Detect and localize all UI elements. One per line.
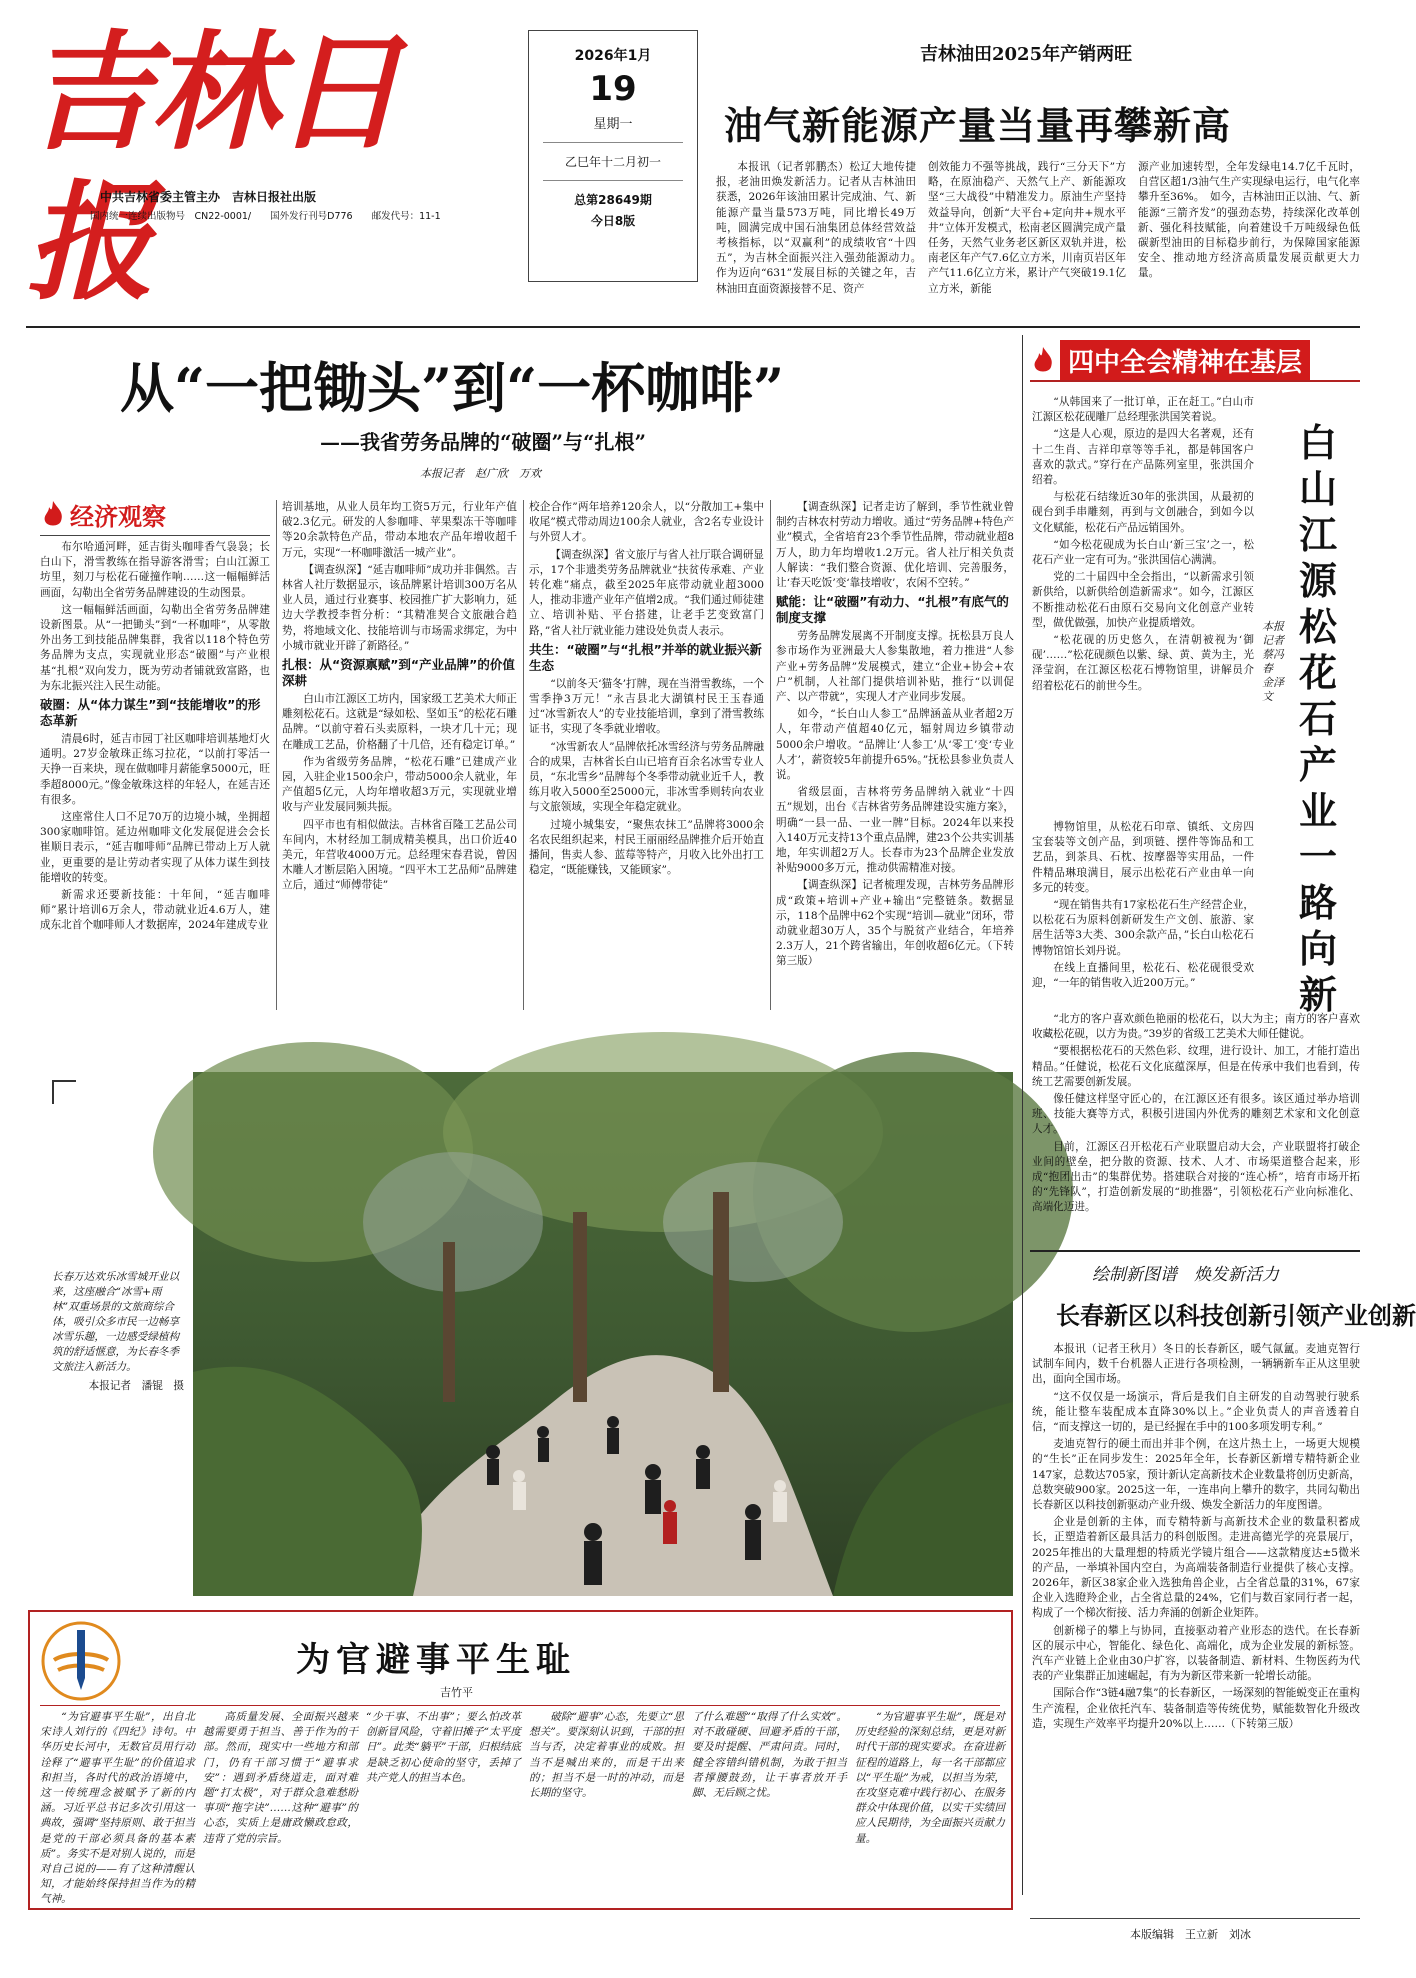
tech-p5: 创新梯子的攀上与协同，直接驱动着产业形态的迭代。在长春新区的展示中心，智能化、绿色化、高端化，成为企业发展的新标签。汽车产业链上企业由30户扩容，以装备制造、新材料、生物医药为代表的产业集群正加速崛起，有为为新区带来新一轮增长动能。: [1032, 1624, 1360, 1683]
column-p7: 博物馆里，从松花石印章、镇纸、文房四宝套装等文创产品，到项链、摆件等饰品和工艺品，到茶具、石枕、按摩器等实用品，一件件精品琳琅满目，展示出松花石产业由单一向多元的转变。: [1032, 821, 1254, 894]
tech-p2: “这不仅仅是一场演示，背后是我们自主研发的自动驾驶行驶系统，能让整车装配成本直降30%以上。”企业负责人的声音透着自信，“而支撑这一切的，是已经握在手中的100多项发明专利。”: [1032, 1390, 1360, 1434]
column-p9: 在线上直播间里，松花石、松花砚很受欢迎，“一年的销售收入近200万元。”: [1032, 961, 1254, 990]
column-p6: “松花砚的历史悠久，在清朝被视为‘御砚’……”松花砚颜色以紫、绿、黄、黄为主，光泽莹润，在江源区松花石博物馆里，讲解员介绍着松花石的前世今生。: [1032, 634, 1254, 692]
main-c2-p2: 【调查纵深】“延吉咖啡师”成功并非偶然。吉林省人社厅数据显示，该品牌累计培训300万名从业人员，通过行业赛事、校园推广扩大影响力，延边大学教授李哲分析：“其精准契合文旅融合趋势，将地域文化、技能培训与市场需求绑定，为中小城市就业开辟了新路径。”: [282, 563, 517, 652]
pen-logo-icon: [40, 1620, 122, 1702]
main-c3-p4: “冰雪新农人”品牌依托冰雪经济与劳务品牌融合的成果，吉林省长白山已培育百余名冰雪专业人员，“东北雪乡”品牌每个冬季带动就业近千人，教练月收入5000至25000元，非冰雪季则转向农业与文旅领域，实现全年稳定就业。: [529, 740, 764, 814]
main-subhead-4: 赋能：让“破圈”有动力、“扎根”有底气的制度支撑: [776, 594, 1009, 626]
column-body-bottom: [1032, 1012, 1360, 1247]
tech-p1: 本报讯（记者王秋月）冬日的长春新区，暖气氤氲。麦迪克智行试制车间内，数千台机器人正进行各项检测，一辆辆新车正从这里驶出，面向全国市场。: [1032, 1343, 1360, 1386]
commentary-c4: 破除“避事”心态，先要立“思想关”。要深刻认识到，干部的担当与否，决定着事业的成败。担当不是喊出来的，而是干出来的；担当不是一时的冲动，而是长期的坚守。: [529, 1711, 684, 1800]
main-subhead: ——我省劳务品牌的“破圈”与“扎根”: [320, 430, 647, 454]
column-p8: “现在销售共有17家松花石生产经营企业，以松花石为原料创新研发生产文创、旅游、家居生活等3大类、300余款产品，”长白山松花石博物馆馆长刘丹说。: [1032, 899, 1254, 957]
main-p5: 新需求还要新技能：十年间，“延吉咖啡师”累计培训6万余人，带动就业近4.6万人，建成东北首个咖啡师人才数据库，2024年建成专业: [40, 889, 270, 932]
date-day: 19: [589, 69, 637, 109]
main-c4-p2: 劳务品牌发展离不开制度支撑。抚松县万良人参市场作为亚洲最大人参集散地，着力推进“人参产业+劳务品牌”发展模式，建立“企业+协会+农户”机制，人社部门提供培训补贴，推行“以训促产、以产带就”，实现人才产业同步发展。: [776, 630, 1014, 704]
flame-icon: [1030, 346, 1056, 376]
main-c3-p5: 过境小城集安，“聚焦农抹工”品牌将3000余名农民组织起来，村民王丽丽经品牌推介后开始直播间，售卖人参、蓝莓等特产，月收入比外出打工稳定，“既能赚钱，又能顾家”。: [529, 818, 764, 877]
section-tag-label: 经济观察: [70, 503, 166, 531]
main-c4-p1: 【调查纵深】记者走访了解到，季节性就业曾制约吉林农村劳动力增收。通过“劳务品牌+特色产业”模式，全省培育23个季节性品牌，带动就业超8万人，助力年均增收1.2万元。省人社厅相关负责人解读：“我们整合资源、优化培训、完善服务，让‘春天吃饭’变‘靠技增收’，农闲不空转。”: [776, 501, 1014, 590]
top-story-col1: 本报讯（记者郭鹏杰）松辽大地传捷报，老油田焕发新活力。记者从吉林油田获悉，2026年该油田累计完成油、气、新能源产量当量573万吨，同比增长49万吨，圆满完成中国石油集团总体经营效益考核指标，以“双赢利”的成绩收官“十四五”，为吉林全面振兴注入强劲能源动力。 作为迈向“631”发展目标的关键之年，吉林油田直面资源接替不足、资产: [716, 161, 927, 295]
commentary-author: 吉竹平: [440, 1686, 473, 1699]
commentary-logo: [40, 1620, 122, 1706]
column-title: 白山江源松花石产业一路向新: [1298, 420, 1337, 1017]
commentary-c3: “少干事、不出事”；要么怕改革创新冒风险，守着旧摊子“太平度日”。此类“躺平”干部，归根结底是缺乏初心使命的坚守，丢掉了共产党人的担当本色。: [366, 1711, 521, 1784]
main-col-2: [282, 500, 517, 1010]
date-box: [528, 30, 698, 282]
top-story-col3: 源产业加速转型，全年发绿电14.7亿千瓦时，自营区超1/3油气生产实现绿电运行，电气化率攀升至36%。 如今，吉林油田正以油、气、新能源“三箭齐发”的强劲态势，持续深化改革创新、强化科技赋能，向着建设千万吨级绿色低碳新型油田的目标稳步前行，为保障国家能源安全、推动地方经济高质量发展贡献更大力量。: [1138, 161, 1360, 280]
column-p10: “北方的客户喜欢颜色艳丽的松花石，以大为主；南方的客户喜欢收藏松花砚，以方为贵。”39岁的省级工艺美术大师任健说。: [1032, 1013, 1360, 1041]
commentary-title: 为官避事平生耻: [296, 1640, 576, 1680]
column-body-mid: [1032, 820, 1254, 1010]
photo-caption-block: [52, 1270, 184, 1400]
tech-body: [1032, 1342, 1360, 1882]
news-photo: [193, 1072, 1013, 1596]
main-subhead-3: 共生：“破圈”与“扎根”并举的就业振兴新生态: [529, 641, 762, 673]
main-col-4: [776, 500, 1014, 1010]
tech-kicker: 绘制新图谱 焕发新活力: [1092, 1265, 1279, 1285]
main-c2-p4: 作为省级劳务品牌，“松花石雕”已建成产业园，入驻企业1500余户，带动5000余人就业，年产值超5亿元，人均年增收超3万元，实现就业增收与产业发展同频共振。: [282, 755, 517, 814]
page-count: 今日8版: [590, 214, 636, 228]
tech-headline: 长春新区以科技创新引领产业创新: [1056, 1301, 1416, 1330]
issue-number: 总第28649期: [574, 193, 652, 207]
weekday: 星期一: [593, 117, 633, 132]
top-story-kicker: 吉林油田2025年产销两旺: [920, 44, 1133, 65]
lunar-date: 乙巳年十二月初一: [564, 155, 661, 169]
commentary-c1: “为官避事平生耻”，出自北宋诗人刘行的《四纪》诗句。中华历史长河中，无数官员用行动诠释了“避事平生耻”的价值追求和担当，各时代的政治语境中，这一传统理念被赋予了新的内涵。习近平总书记多次引用这一典故，强调“坚持原则、敢于担当是党的干部必须具备的基本素质”。务实不是对别人说的，而是对自己说的——有了这种清醒认知，才能始终保持担当作为的精气神。: [40, 1711, 195, 1906]
tech-p4: 企业是创新的主体，而专精特新与高新技术企业的数量积蓄成长，正塑造着新区最具活力的科创版图。走进高德光学的亮景展厅，2025年推出的大量理想的特质光学镜片组合——这款精度达±5微米的产品，一举填补国内空白，为高端装备制造行业提供了核心支撑。2026年，新区38家企业入选独角兽企业，占全省总量的31%，67家企业入选瞪羚企业，占全省总量的24%，它们与数百家同行者一起，构成了一个梯次衔接、活力奔涌的创新企业矩阵。: [1032, 1516, 1360, 1620]
column-byline: 本报记者 蔡冯春 金泽文: [1262, 620, 1295, 703]
main-p4: 这座常住人口不足70万的边境小城，坐拥超300家咖啡馆。延边州咖啡文化发展促进会会长崔顺日表示，“延吉咖啡师”品牌已带动上万人就业，更重要的是让劳动者实现了从体力谋生到技能增收的转变。: [40, 811, 270, 884]
date-year-month: 2026年1月: [574, 48, 652, 64]
column-p4: “如今松花砚成为长白山‘新三宝’之一，松花石产业一定有可为。”张洪国信心满满。: [1032, 538, 1254, 567]
column-p12: 像任健这样坚守匠心的，在江源区还有很多。该区通过举办培训班、技能大赛等方式，积极引进国内外优秀的雕刻艺术家和文化创意人才。: [1032, 1093, 1360, 1136]
column-p13: 目前，江源区召开松花石产业联盟启动大会，产业联盟将打破企业间的壁垒，把分散的资源、技术、人才、市场渠道整合起来，形成“抱团出击”的集群优势。搭建联合对接的“连心桥”，培育市场开拓的“先锋队”，打造创新发展的“助推器”，引领松花石产业向标准化、高端化迈进。: [1032, 1140, 1360, 1214]
column-body-top: [1032, 395, 1254, 815]
winter-park-photo: [193, 1072, 1013, 1596]
column-p5: 党的二十届四中全会指出，“以新需求引领新供给，以新供给创造新需求”。如今，江源区不断推动松花石由原石交易向文化创意产业转型，做优做强，加快产业提质增效。: [1032, 571, 1254, 629]
commentary-c5: 了什么难题”“取得了什么实效”。对不敢碰硬、回避矛盾的干部，要及时提醒、严肃问责。同时，健全容错纠错机制，为敢于担当者撑腰鼓劲，让干事者放开手脚、无后顾之忧。: [692, 1711, 847, 1800]
column-badge-label: 四中全会精神在基层: [1060, 340, 1310, 381]
main-subhead-2: 扎根：从“资源禀赋”到“产业品牌”的价值深耕: [282, 657, 515, 689]
photo-caption: 长春万达欢乐冰雪城开业以来，这座融合“冰雪+雨林”双重场景的文旅商综合体，吸引众多市民一边畅享冰雪乐趣，一边感受绿植构筑的舒适惬意，为长春冬季文旅注入新活力。: [52, 1271, 180, 1373]
photo-credit: 本报记者 潘锟 摄: [88, 1380, 184, 1392]
main-p3: 清晨6时，延吉市园丁社区咖啡培训基地灯火通明。27岁金敏珠正练习拉花，“以前打零活一天挣一百来块，现在做咖啡月薪能拿5000元，旺季超8000元。”像金敏珠这样的年轻人，在延吉还有很多。: [40, 733, 270, 806]
column-p3: 与松花石结缘近30年的张洪国，从最初的砚台到手串雕刻，再到与文创融合，到如今以文化赋能，松花石产品远销国外。: [1032, 491, 1254, 534]
top-story-headline: 油气新能源产量当量再攀新高: [724, 103, 1232, 148]
main-p1: 布尔哈通河畔，延吉街头咖啡香气袅袅；长白山下，滑雪教练在指导游客滑雪；白山江源工坊里，刻刀与松花石碰撞作响……这一幅幅鲜活画面，勾勒出全省劳务品牌建设的生动图景。: [40, 541, 270, 599]
publisher-line: 中共吉林省委主管主办 吉林日报社出版: [100, 190, 317, 204]
main-col-1: [40, 540, 270, 1010]
top-story-col2: 创效能力不强等挑战，践行“三分天下”方略，在原油稳产、天然气上产、新能源攻坚“三大战役”中精准发力。原油生产坚持效益导向，创新“大平台+定向井+规水平井”立体开发模式，松南老区圆满完成产量任务，天然气业务老区新区双轨并进，松南老区年产气7.6亿立方米，川南页岩区年产气11.6亿立方米，累计产气突破19.1亿立方米，新能: [928, 161, 1126, 295]
column-p1: “从韩国来了一批订单，正在赶工。”白山市江源区松花砚雕厂总经理张洪国笑着说。: [1032, 396, 1254, 424]
flame-icon: [40, 500, 66, 530]
main-c2-p3: 白山市江源区工坊内，国家级工艺美术大师正雕刻松花石。这就是“绿如松、坚如玉”的松花石雕品牌。“以前守着石头卖原料，一块才几十元；现在雕成工艺品，价格翻了十几倍，还有稳定订单。”: [282, 693, 517, 751]
publication-codes: 国内统一连续出版物号 CN22-0001/ 国外发行刊号D776 邮发代号：11-1: [90, 211, 441, 222]
main-byline: 本报记者 赵广欣 万欢: [420, 467, 541, 480]
column-p2: “这是人心观，原边的是四大名著观，还有十二生肖、吉祥印章等等手礼，都是韩国客户喜欢的款式。”穿行在产品陈列室里，张洪国介绍着。: [1032, 428, 1254, 487]
masthead-rule: [26, 326, 1360, 328]
column-p11: “要根据松花石的天然色彩、纹理，进行设计、加工，才能打造出精品。”任健说，松花石文化底蕴深厚，但是在传承中我们也看到，传统工艺需要创新发展。: [1032, 1045, 1360, 1088]
main-headline: 从“一把锄头”到“一杯咖啡”: [120, 356, 785, 420]
main-subhead-1: 破圈：从“体力谋生”到“技能增收”的形态革新: [40, 697, 261, 729]
main-c4-p3: 如今，“长白山人参工”品牌涵盖从业者超2万人，年带动产值超40亿元，辐射周边乡镇带动5000余户增收。“品牌让‘人参工’从‘零工’变‘专业人才’，薪资较5年前提升65%。”抚松县参业负责人说。: [776, 708, 1014, 782]
main-c2-p1: 培训基地，从业人员年均工资5万元，行业年产值破2.3亿元。研发的人参咖啡、苹果梨冻干等咖啡等20余款特色产品，带动本地农产品年增收超千万元，实现“一杯咖啡激活一城产业”。: [282, 501, 517, 559]
main-c4-p5: 【调查纵深】记者梳理发现，吉林劳务品牌形成“政策+培训+产业+输出”完整链条。数据显示，118个品牌中62个实现“培训—就业”闭环，带动就业超30万人，35个与脱贫产业结合，年培养2.3万人，21个跨省输出，年创收超6亿元。（下转第三版）: [776, 879, 1014, 968]
main-c3-p3: “以前冬天‘猫冬’打牌，现在当滑雪教练，一个雪季挣3万元！”永吉县北大湖镇村民王玉春通过“冰雪新农人”的专业技能培训，拿到了滑雪教练证书，实现了冬季就业增收。: [529, 677, 764, 736]
main-c2-p5: 四平市也有相似做法。吉林省百隆工艺品公司车间内，木材经加工制成精美模具，出口价近40美元，年营收4000万元。总经理宋春君说，曾因木雕人才断层陷入困境。“四平木工艺品师”品牌建立后，通过“师傅带徒”: [282, 818, 517, 892]
main-p2: 这一幅幅鲜活画面，勾勒出全省劳务品牌建设新图景。从“一把锄头”到“一杯咖啡”，从零散外出务工到技能品牌集群，我省以118个特色劳务品牌为支点，实现就业形态“破圈”与产业根基“扎根”双向发力，既为劳动者铺就致富路，也为东北振兴注入民生动能。: [40, 603, 270, 692]
tech-p6: 国际合作“3链4融7集”的长春新区，一场深刻的智能蜕变正在重构生产流程，企业依托汽车、装备制造等传统优势，赋能数智化升级改造，实现生产效率平均提升20%以上……（下转第三版）: [1032, 1687, 1360, 1730]
column-badge: [1030, 340, 1310, 381]
logo-text: 吉林日报: [26, 18, 399, 318]
tech-p3: 麦迪克智行的硬土而出并非个例，在这片热土上，一场更大规模的“生长”正在同步发生：2025年全年，长春新区新增专精特新企业147家，总数达705家，预计新认定高新技术企业数量将创历史新高，总数突破900家。2025这一年，一连串向上攀升的数字，共同勾勒出长春新区以科技创新驱动产业升级、焕发全新活力的年度图谱。: [1032, 1438, 1360, 1512]
page-editor: 本版编辑 王立新 刘冰: [1130, 1928, 1251, 1941]
main-c3-p1: 校企合作”两年培养120余人，以“分散加工+集中收尾”模式带动周边100余人就业，含2名专业设计与外贸人才。: [529, 501, 764, 544]
commentary-c6: “为官避事平生耻”，既是对历史经验的深刻总结，更是对新时代干部的现实要求。在奋进新征程的道路上，每一名干部都应以“平生耻”为戒，以担当为荣，在攻坚克难中践行初心、在服务群众中体现价值，以实干实绩回应人民期待，为全面振兴贡献力量。: [855, 1711, 1005, 1845]
main-c3-p2: 【调查纵深】省文旅厅与省人社厅联合调研显示，17个非遗类劳务品牌就业“扶贫传承难、产业转化难”痛点，截至2025年底带动就业超3000人，推动非遗产业年产值增2成。“我们通过师徒建立、培训补贴、平台搭建，让老手艺变致富门路，”省人社厅就业能力建设处负责人表示。: [529, 548, 764, 637]
commentary-c2: 高质量发展、全面振兴越来越需要勇于担当、善于作为的干部。然而，现实中一些地方和部门，仍有干部习惯于“避事求安”：遇到矛盾绕道走，面对难题“打太极”，对于群众急难愁盼事项“拖字诀”……这种“避事”的心态，实质上是庸政懒政怠政，违背了党的宗旨。: [203, 1711, 358, 1845]
main-col-3: [529, 500, 764, 1010]
main-c4-p4: 省级层面，吉林将劳务品牌纳入就业“十四五”规划，出台《吉林省劳务品牌建设实施方案》，明确“一县一品、一业一牌”目标。2024年以来投入140万元支持13个重点品牌，建23个公共实训基地，年实训超2万人。长春市为23个品牌企业发放补贴9000多万元，推动供需精准对接。: [776, 786, 1014, 875]
section-tag: [40, 497, 166, 532]
